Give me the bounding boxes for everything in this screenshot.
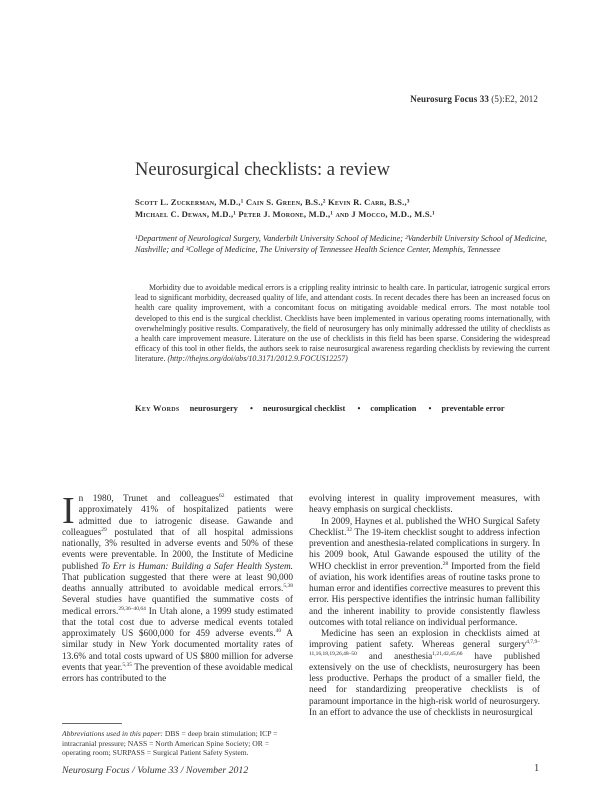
abbreviations-lead: Abbreviations used in this paper: <box>62 729 163 738</box>
abstract-text: Morbidity due to avoidable medical errors is a crippling reality intrinsic to health care. In particular, iatrogenic surgical errors lead to significant morbidity, decreased quality of life, and attendant costs. In recent decades there has been an increased focus on health care quality improvement, with a concomitant focus on mitigating avoidable medical errors. The most notable tool developed to this end is the surgical checklist. Checklists have been implemented in various operating rooms internationally, with overwhelmingly positive results. Comparatively, the field of neurosurgery has only minimally addressed the utility of checklists as a health care improvement measure. Literature on the use of checklists in this field has been sparse. Considering the widespread efficacy of this tool in other fields, the authors seek to raise neurosurgical awareness regarding checklists by reviewing the current literature. <box>135 283 550 364</box>
keyword: neurosurgery <box>189 404 238 413</box>
body-text: Several studies have quantified the summative costs of medical errors. <box>62 595 293 617</box>
citation[interactable]: 29 <box>101 526 107 533</box>
body-text: Medicine has seen an explosion in checklists aimed at improving patient safety. Whereas general surgery <box>309 629 540 651</box>
keyword: • complication <box>347 404 416 413</box>
keyword: • preventable error <box>419 404 505 413</box>
body-text: In 2009, Haynes et al. published the WHO Surgical Safety Checklist. <box>309 516 540 538</box>
citation[interactable]: 62 <box>219 492 225 499</box>
doi-link[interactable]: (http://thejns.org/doi/abs/10.3171/2012.9.FOCUS12257) <box>167 354 348 364</box>
body-column-right <box>309 494 540 719</box>
citation[interactable]: 4,7,9–11,16,18,19,26,48–50 <box>309 639 540 657</box>
keyword: • neurosurgical checklist <box>240 404 345 413</box>
citation[interactable]: 1,21,42,45,66 <box>432 650 463 657</box>
abstract <box>135 283 550 365</box>
author-line-1: Scott L. Zuckerman, M.D.,¹ Cain S. Green, B.S.,² Kevin R. Carr, B.S.,³ <box>135 197 410 207</box>
abbreviations-text: DBS = deep brain stimulation; ICP = intracranial pressure; NASS = North American Spine Society; OR = operating room; SURPASS = Surgical Patient Safety System. <box>62 729 278 758</box>
body-text: A similar study in New York documented mortality rates of 13.6% and total costs upward of US $800 million for adverse events that year. <box>62 629 293 673</box>
body-paragraph <box>309 517 540 630</box>
running-head-volume: 33 <box>479 94 489 104</box>
body-text: n 1980, Trunet and colleagues <box>78 494 220 504</box>
body-column-left <box>62 490 294 685</box>
body-paragraph <box>309 629 540 719</box>
body-text: The prevention of these avoidable medical errors has contributed to the <box>62 662 293 684</box>
keywords <box>135 403 550 415</box>
body-paragraph: evolving interest in quality improvement measures, with heavy emphasis on surgical checklists. <box>309 494 540 516</box>
citation[interactable]: 32 <box>346 526 352 533</box>
article-title: Neurosurgical checklists: a review <box>135 160 390 180</box>
body-text: have published extensively on the use of checklists, neurosurgery has been less productive. Perhaps the product of a smaller field, the need for standardizing preoperative checklists is of paramount importance in the high-risk world of neurosurgery. In an effort to advance the use of checklists in neurosurgical <box>309 651 540 718</box>
citation[interactable]: 28 <box>442 560 449 567</box>
running-head-issue: (5):E2, 2012 <box>491 94 538 104</box>
running-head-journal: Neurosurg Focus <box>410 94 478 104</box>
abbreviations-footnote <box>62 729 293 758</box>
body-text: estimated that approximately 41% of hospitalized patients were admitted due to iatrogenic disease. Gawande and colleagues <box>62 494 294 538</box>
book-title: To Err is Human: Building a Safer Health System. <box>101 561 293 572</box>
footnote-divider <box>62 723 122 724</box>
body-text: In Utah alone, a 1999 study estimated that the total cost due to adverse medical events totaled approximately US $600,000 for 459 adverse events. <box>62 606 293 639</box>
body-text: and anesthesia <box>356 651 433 662</box>
body-text: postulated that of all hospital admissions nationally, 3% resulted in adverse events and 50% of these events were preventable. In 2000, the Institute of Medicine published <box>62 527 293 572</box>
page-number: 1 <box>534 763 540 774</box>
body-text: Imported from the field of aviation, his work identifies areas of routine tasks prone to human error and identifies corrective measures to prevent this error. His perspective identifies the intrinsic human fallibility and the inherent inability to provide consistently flawless outcomes with total reliance on individual performance. <box>309 561 541 628</box>
citation[interactable]: 5,35 <box>122 661 132 668</box>
author-line-2: Michael C. Dewan, M.D.,¹ Peter J. Morone, M.D.,¹ and J Mocco, M.D., M.S.¹ <box>135 209 435 219</box>
citation[interactable]: 29,36–40,64 <box>118 605 146 612</box>
affiliations: ¹Department of Neurological Surgery, Vanderbilt University School of Medicine; ²Vanderbilt University School of Medicine, Nashville; and ³College of Medicine, The University of Tennessee Health Science Center, Memphis, Tennessee <box>135 234 547 254</box>
body-text: The 19-item checklist sought to address infection prevention and anesthesia-related complications in surgery. In his 2009 book, Atul Gawande espoused the utility of the WHO checklist in error prevention. <box>309 527 540 572</box>
citation[interactable]: 40 <box>275 627 282 634</box>
author-list <box>135 196 550 220</box>
body-paragraph <box>62 490 294 685</box>
body-text: That publication suggested that there were at least 90,000 deaths annually attributed to avoidable medical errors. <box>62 572 293 594</box>
footer-journal-line: Neurosurg Focus / Volume 33 / November 2012 <box>62 765 249 776</box>
citation[interactable]: 5,38 <box>283 582 293 589</box>
drop-cap: I <box>62 490 75 532</box>
running-head <box>410 94 538 104</box>
keywords-label: Key Words <box>135 404 180 413</box>
